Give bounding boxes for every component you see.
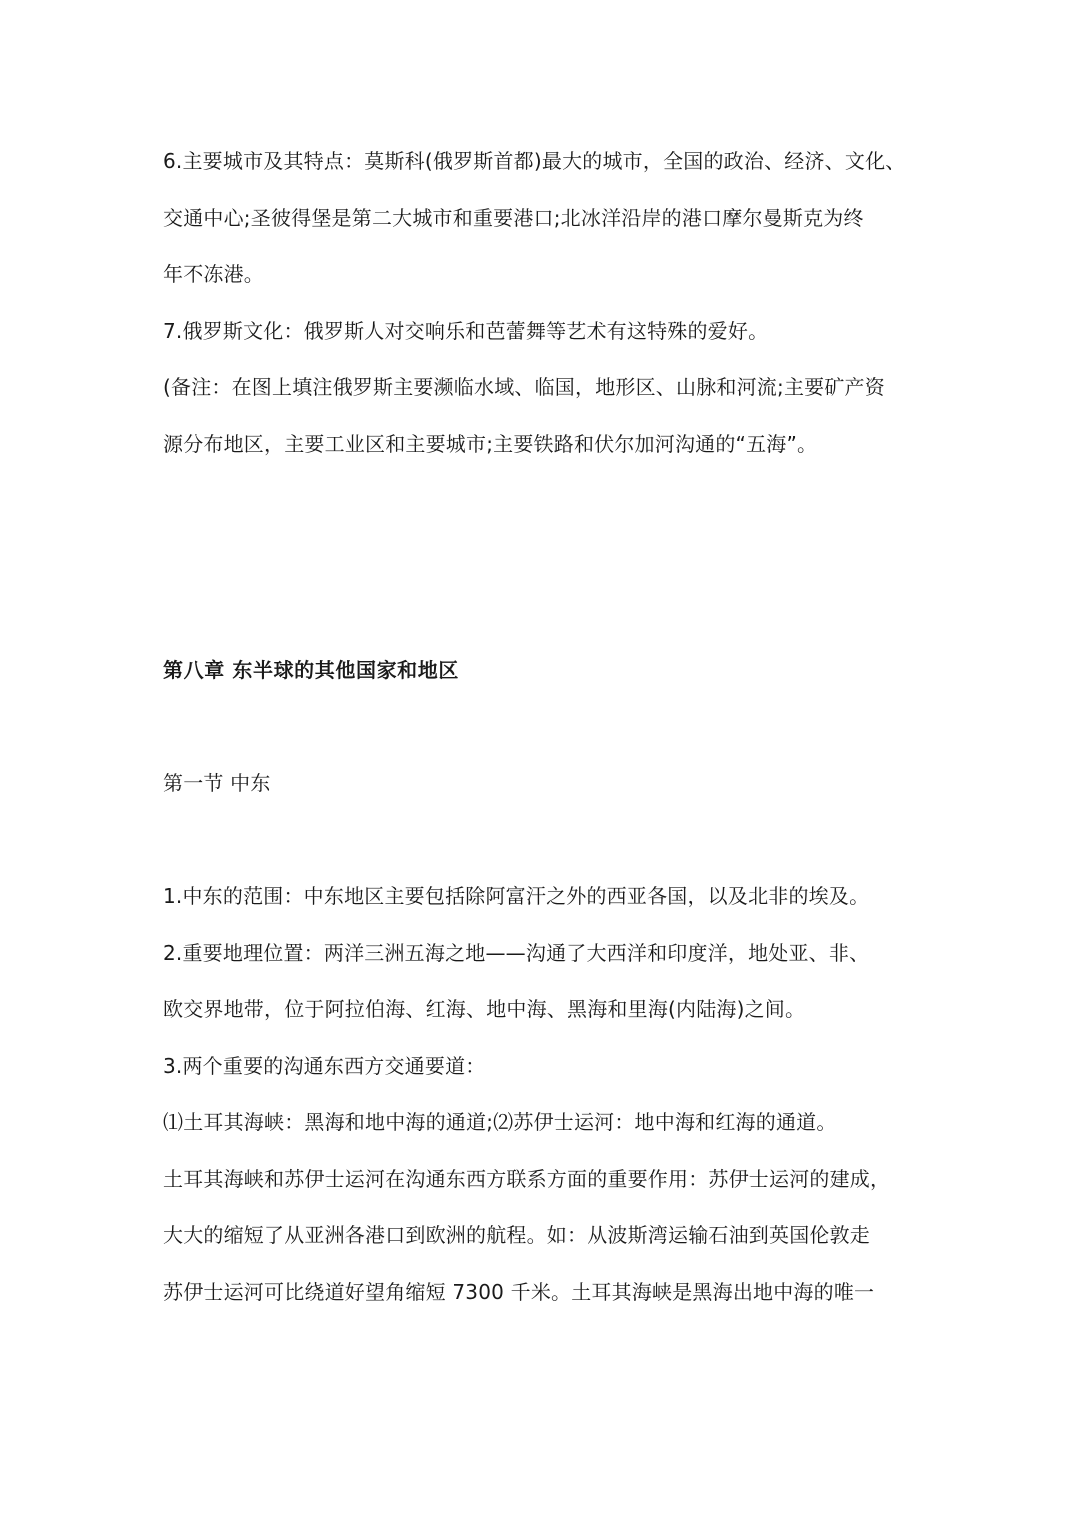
paragraph-line: 交通中心;圣彼得堡是第二大城市和重要港口;北冰洋沿岸的港口摩尔曼斯克为终 [163,206,864,230]
paragraph-line: ⑴土耳其海峡：黑海和地中海的通道;⑵苏伊士运河：地中海和红海的通道。 [163,1110,837,1134]
chapter-heading: 第八章 东半球的其他国家和地区 [163,658,459,682]
paragraph-line: 源分布地区，主要工业区和主要城市;主要铁路和伏尔加河沟通的“五海”。 [163,432,818,456]
paragraph-line: 苏伊士运河可比绕道好望角缩短 7300 千米。土耳其海峡是黑海出地中海的唯一 [163,1280,875,1304]
paragraph-line: 欧交界地带，位于阿拉伯海、红海、地中海、黑海和里海(内陆海)之间。 [163,997,806,1021]
section-heading: 第一节 中东 [163,771,271,795]
paragraph-line: 2.重要地理位置：两洋三洲五海之地——沟通了大西洋和印度洋，地处亚、非、 [163,941,870,965]
paragraph-line: 大大的缩短了从亚洲各港口到欧洲的航程。如：从波斯湾运输石油到英国伦敦走 [163,1223,870,1247]
paragraph-line: 7.俄罗斯文化：俄罗斯人对交响乐和芭蕾舞等艺术有这特殊的爱好。 [163,319,769,343]
paragraph-line: 6.主要城市及其特点：莫斯科(俄罗斯首都)最大的城市，全国的政治、经济、文化、 [163,149,906,173]
paragraph-line: 土耳其海峡和苏伊士运河在沟通东西方联系方面的重要作用：苏伊士运河的建成， [163,1167,891,1191]
paragraph-line: 3.两个重要的沟通东西方交通要道： [163,1054,486,1078]
paragraph-line: (备注：在图上填注俄罗斯主要濒临水域、临国，地形区、山脉和河流;主要矿产资 [163,375,885,399]
paragraph-line: 1.中东的范围：中东地区主要包括除阿富汗之外的西亚各国，以及北非的埃及。 [163,884,870,908]
paragraph-line: 年不冻港。 [163,262,264,286]
